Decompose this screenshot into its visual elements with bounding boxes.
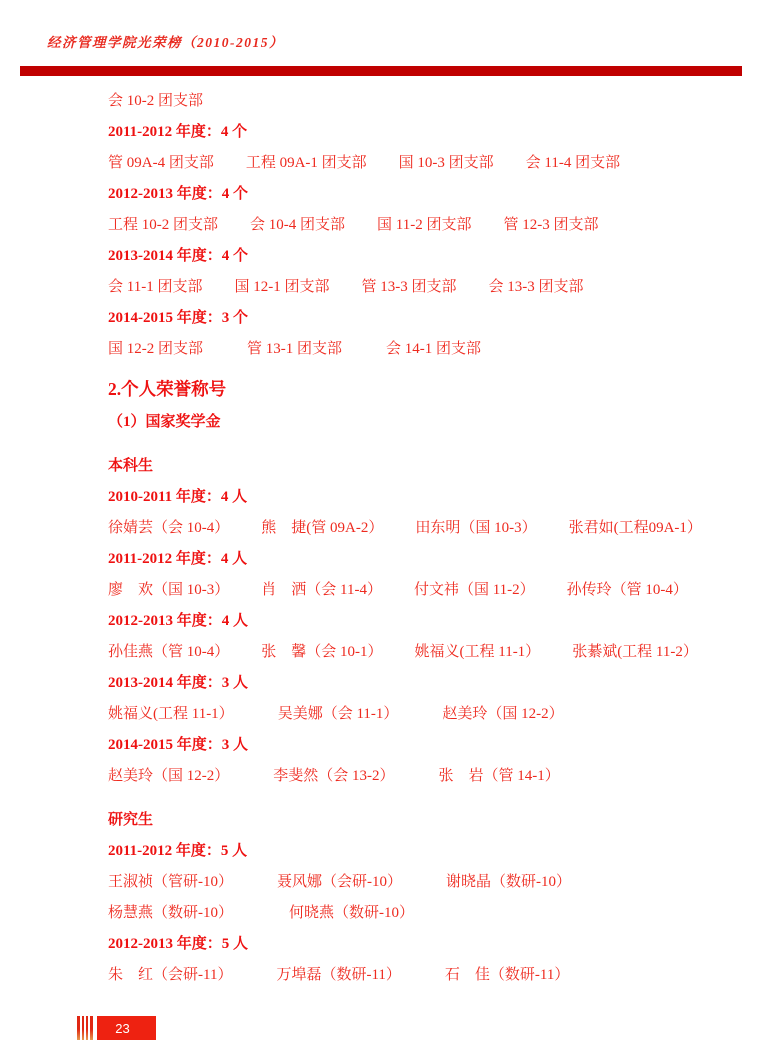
year-heading: 2011-2012 年度：4 人 <box>108 551 248 567</box>
entry: 张君如(工程09A-1） <box>568 520 702 536</box>
entry: 张綦斌(工程 11-2） <box>572 644 698 660</box>
entry: 王淑祯（管研-10） <box>108 874 233 890</box>
footer-stripes <box>77 1016 93 1040</box>
entry: 会 14-1 团支部 <box>386 341 481 357</box>
page-header-title: 经济管理学院光荣榜（2010-2015） <box>47 35 284 50</box>
entry-row <box>108 898 758 929</box>
entry-row <box>108 960 758 991</box>
entry-row <box>108 334 758 365</box>
entry: 付文祎（国 11-2） <box>413 582 535 598</box>
entry: 李斐然（会 13-2） <box>273 768 395 784</box>
entry-row <box>108 699 758 730</box>
entry: 姚福义(工程 11-1） <box>414 644 541 660</box>
entry: 张 岩（管 14-1） <box>438 768 560 784</box>
page-number-badge <box>97 1016 156 1040</box>
group-heading: 研究生 <box>108 812 154 828</box>
entry: 万埠磊（数研-11） <box>276 967 401 983</box>
year-heading: 2012-2013 年度：4 人 <box>108 613 248 629</box>
entry: 会 10-4 团支部 <box>250 217 345 233</box>
entry: 石 佳（数研-11） <box>444 967 570 983</box>
entry-row <box>108 575 758 606</box>
year-heading: 2013-2014 年度：3 人 <box>108 675 248 691</box>
entry: 孙佳燕（管 10-4） <box>108 644 230 660</box>
entry-row <box>108 272 758 303</box>
entry-row <box>108 210 758 241</box>
entry: 廖 欢（国 10-3） <box>108 582 230 598</box>
page-number: 23 <box>115 1020 130 1036</box>
entry: 熊 捷(管 09A-2） <box>261 520 384 536</box>
subsection-title: （1）国家奖学金 <box>108 414 221 430</box>
year-heading: 2010-2011 年度：4 人 <box>108 489 248 505</box>
entry-row <box>108 637 758 668</box>
entry: 徐婧芸（会 10-4） <box>108 520 230 536</box>
year-heading: 2013-2014 年度：4 个 <box>108 248 248 264</box>
entry: 朱 红（会研-11） <box>108 967 233 983</box>
entry: 会 13-3 团支部 <box>488 279 584 295</box>
entry: 肖 洒（会 11-4） <box>261 582 382 598</box>
header-rule <box>20 66 742 76</box>
year-heading: 2012-2013 年度：4 个 <box>108 186 248 202</box>
entry-row <box>108 761 758 792</box>
entry: 张 馨（会 10-1） <box>261 644 383 660</box>
stripe <box>82 1016 84 1040</box>
entry-row <box>108 867 758 898</box>
entry: 赵美玲（国 12-2） <box>442 706 564 722</box>
entry: 国 11-2 团支部 <box>377 217 472 233</box>
entry: 管 13-3 团支部 <box>361 279 457 295</box>
content <box>108 86 758 991</box>
entry-row <box>108 148 758 179</box>
text-line: 会 10-2 团支部 <box>108 93 203 109</box>
stripe <box>90 1016 93 1040</box>
entry: 会 11-4 团支部 <box>525 155 621 171</box>
section-title: 2.个人荣誉称号 <box>108 379 227 399</box>
entry: 国 12-1 团支部 <box>234 279 330 295</box>
year-heading: 2014-2015 年度：3 人 <box>108 737 248 753</box>
entry: 田东明（国 10-3） <box>415 520 537 536</box>
entry: 吴美娜（会 11-1） <box>277 706 399 722</box>
entry: 管 09A-4 团支部 <box>108 155 214 171</box>
stripe <box>86 1016 88 1040</box>
year-heading: 2011-2012 年度：5 人 <box>108 843 248 859</box>
entry: 国 10-3 团支部 <box>398 155 494 171</box>
group-heading: 本科生 <box>108 458 154 474</box>
stripe <box>77 1016 80 1040</box>
year-heading: 2012-2013 年度：5 人 <box>108 936 248 952</box>
year-heading: 2014-2015 年度：3 个 <box>108 310 248 326</box>
entry: 国 12-2 团支部 <box>108 341 203 357</box>
year-heading: 2011-2012 年度：4 个 <box>108 124 248 140</box>
entry: 管 13-1 团支部 <box>247 341 342 357</box>
entry: 杨慧燕（数研-10） <box>108 905 233 921</box>
entry: 聂风娜（会研-10） <box>277 874 402 890</box>
entry: 谢晓晶（数研-10） <box>446 874 571 890</box>
entry: 会 11-1 团支部 <box>108 279 203 295</box>
entry: 管 12-3 团支部 <box>503 217 599 233</box>
entry: 孙传玲（管 10-4） <box>566 582 688 598</box>
entry: 何晓燕（数研-10） <box>289 905 414 921</box>
entry: 赵美玲（国 12-2） <box>108 768 230 784</box>
entry: 工程 09A-1 团支部 <box>245 155 367 171</box>
entry: 姚福义(工程 11-1） <box>108 706 234 722</box>
entry: 工程 10-2 团支部 <box>108 217 218 233</box>
entry-row <box>108 513 758 544</box>
